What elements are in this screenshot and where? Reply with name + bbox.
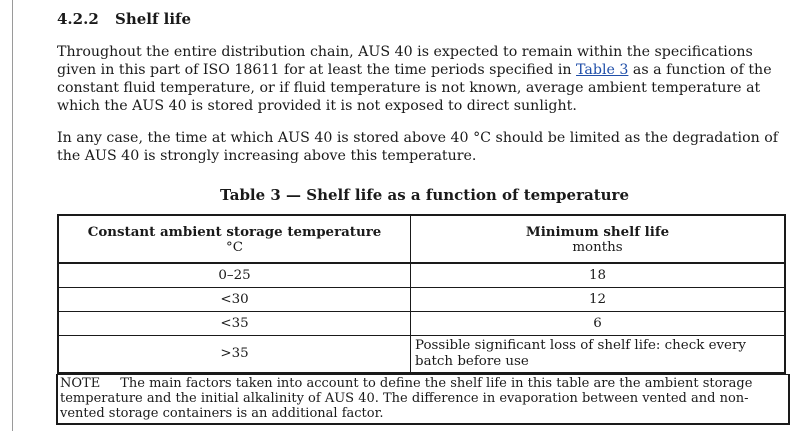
paragraph-distribution: [57, 43, 792, 115]
section-title: Shelf life: [115, 10, 192, 28]
cell-shelf-life: 12: [411, 288, 786, 312]
header-shelf-life: [411, 215, 786, 263]
cell-shelf-life: Possible significant loss of shelf life: check every batch before use: [411, 336, 786, 374]
cell-temperature: 0–25: [58, 263, 411, 288]
table-row: [58, 336, 785, 374]
cell-temperature: >35: [58, 336, 411, 374]
table-row: [58, 312, 785, 336]
header-temperature-unit: °C: [226, 240, 243, 255]
paragraph-text-start: Throughout the entire distribution chain, AUS 40 is expected to remain within the specifications given in this part of ISO 18611 for at least the time periods specified in: [57, 44, 753, 78]
cell-temperature: <35: [58, 312, 411, 336]
header-temperature-label: Constant ambient storage temperature: [87, 224, 382, 240]
section-heading: [57, 10, 191, 28]
cell-temperature: <30: [58, 288, 411, 312]
table-caption: Table 3 — Shelf life as a function of temperature: [220, 186, 629, 204]
table-note: [56, 374, 790, 425]
paragraph-text-end: as a function of the constant fluid temperature, or if fluid temperature is not known, average ambient temperature at which the AUS 40 is stored provided it is not exposed to direct sunlight.: [57, 62, 772, 114]
header-temperature: [58, 215, 411, 263]
note-text: The main factors taken into account to define the shelf life in this table are the ambient storage temperature and the initial alkalinity of AUS 40. The difference in evaporation between vented and non-vented storage containers is an additional factor.: [60, 376, 753, 421]
section-number: 4.2.2: [57, 10, 99, 28]
note-label: NOTE: [60, 376, 101, 391]
table-row: [58, 288, 785, 312]
table-row: [58, 263, 785, 288]
paragraph-temperature-limit: In any case, the time at which AUS 40 is stored above 40 °C should be limited as the degradation of the AUS 40 is strongly increasing above this temperature.: [57, 130, 779, 164]
header-shelf-life-unit: months: [572, 240, 623, 255]
table-3-link[interactable]: Table 3: [576, 62, 629, 78]
table-header-row: [58, 215, 785, 263]
shelf-life-table: [57, 214, 786, 374]
cell-shelf-life: 6: [411, 312, 786, 336]
header-shelf-life-label: Minimum shelf life: [525, 224, 670, 240]
cell-shelf-life: 18: [411, 263, 786, 288]
page-margin-line: [12, 0, 13, 431]
